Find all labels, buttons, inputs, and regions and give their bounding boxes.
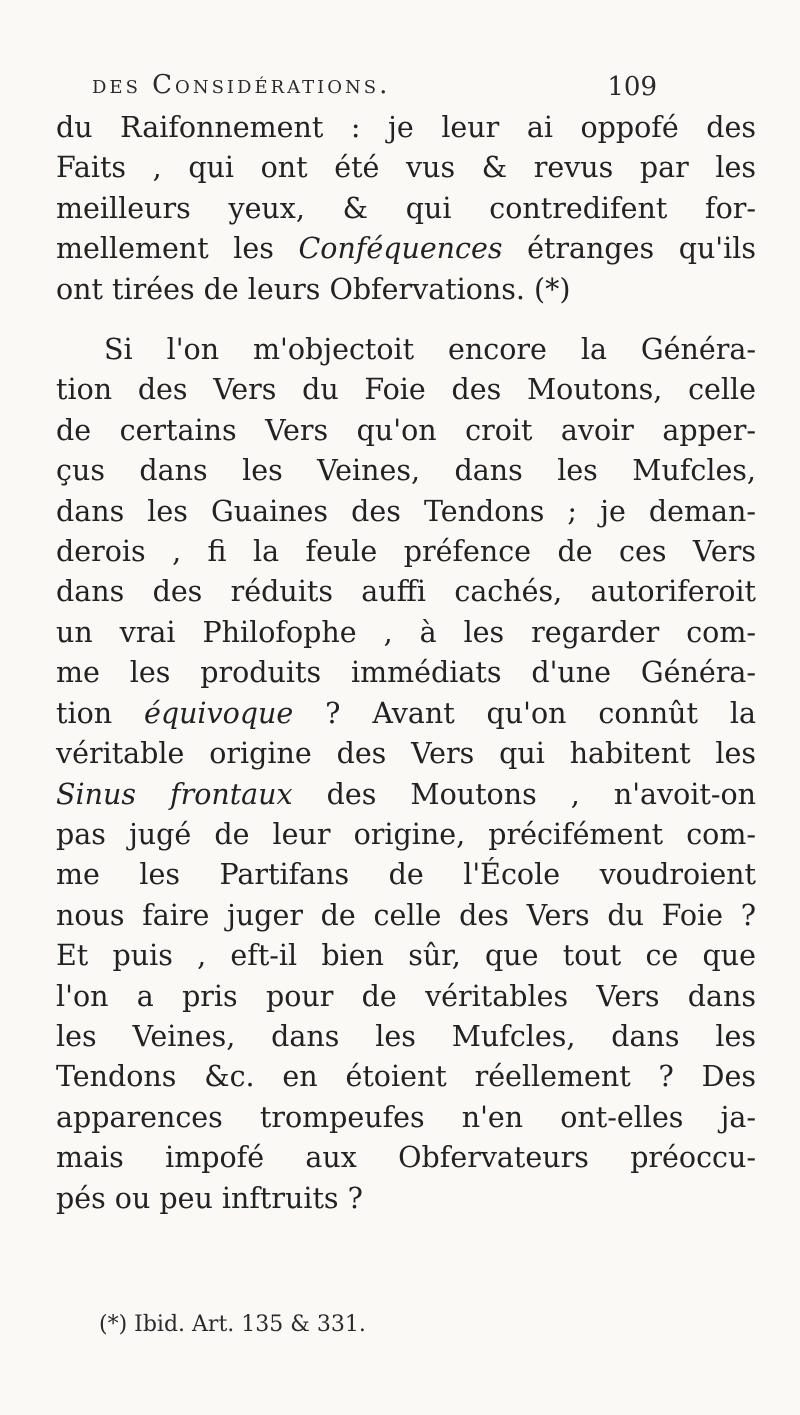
italic-term: Sinus frontaux [56, 777, 293, 811]
text-line [56, 229, 756, 269]
text-line: derois , fi la feule préfence de ces Vers [56, 535, 756, 569]
text-line: Tendons &c. en étoient réellement ? Des [56, 1060, 756, 1094]
text-line: meilleurs yeux, & qui contredifent for- [56, 191, 756, 225]
text-line: de certains Vers qu'on croit avoir apper- [56, 413, 756, 447]
text-line: me les Partifans de l'École voudroient [56, 858, 756, 892]
text-line: ont tirées de leurs Obfervations. (*) [56, 272, 571, 306]
text-line: nous faire juger de celle des Vers du Foie ? [56, 898, 756, 932]
text-line [56, 694, 756, 734]
text-line: tion des Vers du Foie des Moutons, celle [56, 373, 756, 407]
page-number: 109 [607, 72, 657, 102]
text-line: dans les Guaines des Tendons ; je deman- [56, 494, 756, 528]
text-segment: étranges qu'ils [502, 232, 756, 266]
paragraph-2 [56, 330, 756, 1219]
text-line: dans des réduits auffi cachés, autoriferoit [56, 575, 756, 609]
footnote: (*) Ibid. Art. 135 & 331. [99, 1312, 366, 1337]
text-segment: ? Avant qu'on connût la [293, 696, 756, 730]
text-line: Si l'on m'objectoit encore la Généra- [104, 333, 756, 367]
text-line: pas jugé de leur origine, précifément com- [56, 817, 756, 851]
text-line: un vrai Philofophe , à les regarder com- [56, 615, 756, 649]
running-head: des Considérations. [92, 70, 391, 100]
text-segment: mellement les [56, 232, 299, 266]
text-line: me les produits immédiats d'une Généra- [56, 656, 756, 690]
text-line: les Veines, dans les Mufcles, dans les [56, 1019, 756, 1053]
text-line: du Raifonnement : je leur ai oppofé des [56, 111, 756, 144]
paragraph-gap [56, 310, 756, 330]
italic-term: équivoque [143, 696, 294, 730]
text-line: Et puis , eft-il bien sûr, que tout ce que [56, 939, 756, 973]
paragraph-1 [56, 108, 756, 310]
text-segment: des Moutons , n'avoit-on [292, 777, 756, 811]
text-line: l'on a pris pour de véritables Vers dans [56, 979, 756, 1013]
page-header [92, 70, 657, 110]
text-line: Faits , qui ont été vus & revus par les [56, 151, 756, 185]
text-line: mais impofé aux Obfervateurs préoccu- [56, 1141, 756, 1175]
text-line: çus dans les Veines, dans les Mufcles, [56, 454, 756, 488]
text-segment: tion [56, 696, 144, 730]
text-line: apparences trompeufes n'en ont-elles ja- [56, 1100, 756, 1134]
text-line: véritable origine des Vers qui habitent les [56, 737, 756, 771]
text-line: pés ou peu inftruits ? [56, 1181, 363, 1215]
text-line [56, 775, 756, 815]
body-text [56, 108, 756, 1219]
italic-term: Conféquences [298, 232, 503, 266]
